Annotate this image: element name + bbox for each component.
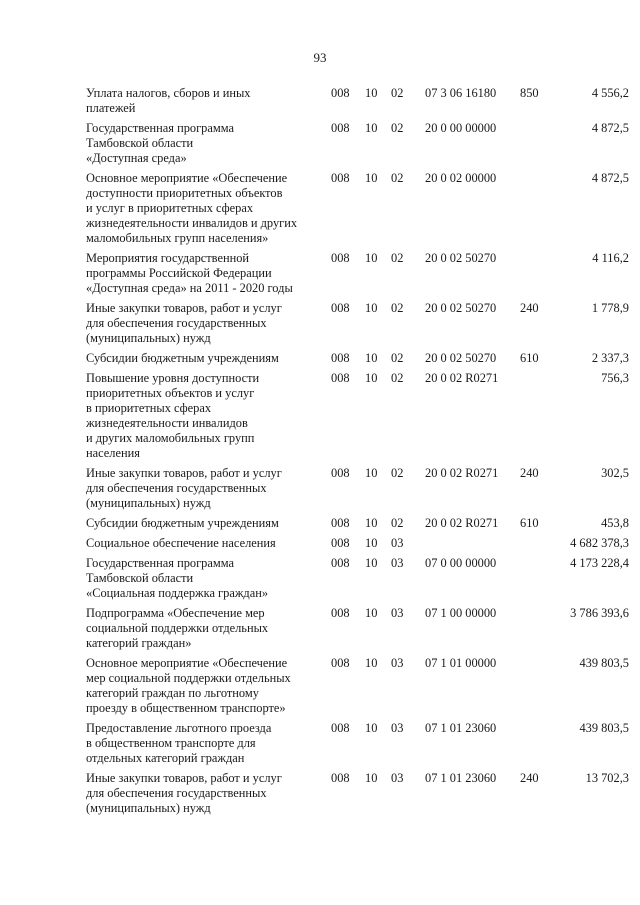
row-name xyxy=(86,121,331,171)
table-row xyxy=(86,556,629,606)
row-name-line: социальной поддержки отдельных xyxy=(86,621,269,635)
row-ved-code: 008 xyxy=(331,656,350,670)
row-name-line: жизнедеятельности инвалидов xyxy=(86,416,248,430)
row-section-code: 10 xyxy=(365,656,378,670)
row-ved-code: 008 xyxy=(331,351,350,365)
row-expense-type-code xyxy=(520,721,549,771)
row-name xyxy=(86,606,331,656)
row-amount: 439 803,5 xyxy=(579,721,629,735)
row-section-code: 10 xyxy=(365,371,378,385)
row-ved-code: 008 xyxy=(331,536,350,550)
table-row xyxy=(86,656,629,721)
row-name-line: Предоставление льготного проезда xyxy=(86,721,272,735)
row-section-code: 10 xyxy=(365,466,378,480)
row-amount: 453,8 xyxy=(601,516,629,530)
row-section-code: 10 xyxy=(365,771,378,785)
row-subsection-code: 02 xyxy=(391,351,404,365)
row-name-line: Иные закупки товаров, работ и услуг xyxy=(86,771,282,785)
row-section-code: 10 xyxy=(365,251,378,265)
table-row xyxy=(86,606,629,656)
row-subsection-code: 03 xyxy=(391,721,404,735)
row-section-code: 10 xyxy=(365,516,378,530)
row-name xyxy=(86,466,331,516)
row-expense-type-code: 610 xyxy=(520,351,539,365)
row-ved-code: 008 xyxy=(331,771,350,785)
row-expense-type-code xyxy=(520,251,549,301)
row-amount: 756,3 xyxy=(601,371,629,385)
row-ved-code: 008 xyxy=(331,251,350,265)
row-amount: 439 803,5 xyxy=(579,656,629,670)
row-section-code: 10 xyxy=(365,301,378,315)
row-name-line: Уплата налогов, сборов и иных xyxy=(86,86,251,100)
row-name-line: Основное мероприятие «Обеспечение xyxy=(86,171,288,185)
row-name xyxy=(86,301,331,351)
row-ved-code: 008 xyxy=(331,121,350,135)
row-target-article-code: 07 1 01 23060 xyxy=(425,771,497,785)
row-name-line: категорий граждан» xyxy=(86,636,192,650)
row-name-line: Тамбовской области xyxy=(86,136,194,150)
row-expense-type-code: 240 xyxy=(520,301,539,315)
row-expense-type-code xyxy=(520,556,549,606)
row-section-code: 10 xyxy=(365,86,378,100)
row-name-line: проезду в общественном транспорте» xyxy=(86,701,286,715)
row-name xyxy=(86,656,331,721)
budget-table-body xyxy=(86,86,629,821)
row-name xyxy=(86,351,331,371)
row-target-article-code: 07 1 00 00000 xyxy=(425,606,497,620)
row-expense-type-code xyxy=(520,371,549,466)
row-name-line: «Доступная среда» на 2011 - 2020 годы xyxy=(86,281,293,295)
row-name-line: отдельных категорий граждан xyxy=(86,751,245,765)
row-name-line: (муниципальных) нужд xyxy=(86,496,211,510)
row-target-article-code: 20 0 02 R0271 xyxy=(425,371,499,385)
table-row xyxy=(86,516,629,536)
row-amount: 4 872,5 xyxy=(591,121,629,135)
row-name-line: Государственная программа xyxy=(86,121,234,135)
row-target-article-code: 07 0 00 00000 xyxy=(425,556,497,570)
row-amount: 302,5 xyxy=(601,466,629,480)
row-target-article-code: 20 0 02 50270 xyxy=(425,351,497,365)
row-name-line: (муниципальных) нужд xyxy=(86,801,211,815)
row-name-line: маломобильных групп населения» xyxy=(86,231,269,245)
row-name xyxy=(86,771,331,821)
row-subsection-code: 03 xyxy=(391,771,404,785)
table-row xyxy=(86,371,629,466)
row-subsection-code: 03 xyxy=(391,656,404,670)
row-name-line: Государственная программа xyxy=(86,556,234,570)
row-ved-code: 008 xyxy=(331,466,350,480)
table-row xyxy=(86,536,629,556)
row-section-code: 10 xyxy=(365,351,378,365)
row-subsection-code: 02 xyxy=(391,301,404,315)
row-name-line: населения xyxy=(86,446,140,460)
row-expense-type-code xyxy=(520,171,549,251)
row-section-code: 10 xyxy=(365,606,378,620)
row-name-line: в общественном транспорте для xyxy=(86,736,256,750)
row-name xyxy=(86,556,331,606)
row-target-article-code: 20 0 02 00000 xyxy=(425,171,497,185)
row-name-line: и других маломобильных групп xyxy=(86,431,255,445)
row-section-code: 10 xyxy=(365,721,378,735)
row-section-code: 10 xyxy=(365,121,378,135)
row-target-article-code: 20 0 00 00000 xyxy=(425,121,497,135)
row-amount: 4 116,2 xyxy=(592,251,629,265)
row-subsection-code: 02 xyxy=(391,121,404,135)
row-subsection-code: 02 xyxy=(391,171,404,185)
row-amount: 4 556,2 xyxy=(591,86,629,100)
table-row xyxy=(86,86,629,121)
page-number: 93 xyxy=(313,50,327,65)
row-subsection-code: 03 xyxy=(391,606,404,620)
row-name-line: жизнедеятельности инвалидов и других xyxy=(86,216,298,230)
row-expense-type-code xyxy=(520,536,549,556)
row-amount: 4 682 378,3 xyxy=(570,536,629,550)
row-ved-code: 008 xyxy=(331,301,350,315)
row-amount: 1 778,9 xyxy=(591,301,629,315)
row-ved-code: 008 xyxy=(331,516,350,530)
row-name-line: для обеспечения государственных xyxy=(86,316,267,330)
row-expense-type-code: 850 xyxy=(520,86,539,100)
row-name-line: «Социальная поддержка граждан» xyxy=(86,586,269,600)
table-row xyxy=(86,121,629,171)
table-row xyxy=(86,251,629,301)
row-name-line: Основное мероприятие «Обеспечение xyxy=(86,656,288,670)
row-name-line: Субсидии бюджетным учреждениям xyxy=(86,516,279,530)
row-subsection-code: 03 xyxy=(391,536,404,550)
row-name-line: (муниципальных) нужд xyxy=(86,331,211,345)
row-ved-code: 008 xyxy=(331,171,350,185)
row-name-line: Иные закупки товаров, работ и услуг xyxy=(86,466,282,480)
row-name-line: Подпрограмма «Обеспечение мер xyxy=(86,606,265,620)
row-name-line: в приоритетных сферах xyxy=(86,401,212,415)
row-expense-type-code: 240 xyxy=(520,466,539,480)
row-name-line: Мероприятия государственной xyxy=(86,251,250,265)
row-target-article-code: 07 1 01 00000 xyxy=(425,656,497,670)
table-row xyxy=(86,351,629,371)
row-amount: 3 786 393,6 xyxy=(570,606,629,620)
row-ved-code: 008 xyxy=(331,556,350,570)
row-target-article-code: 20 0 02 50270 xyxy=(425,251,497,265)
row-subsection-code: 02 xyxy=(391,466,404,480)
table-row xyxy=(86,466,629,516)
row-target-article-code: 20 0 02 R0271 xyxy=(425,466,499,480)
row-name-line: Иные закупки товаров, работ и услуг xyxy=(86,301,282,315)
row-name-line: мер социальной поддержки отдельных xyxy=(86,671,291,685)
row-name-line: для обеспечения государственных xyxy=(86,786,267,800)
row-ved-code: 008 xyxy=(331,86,350,100)
row-name xyxy=(86,721,331,771)
table-row xyxy=(86,171,629,251)
row-target-article-code: 07 1 01 23060 xyxy=(425,721,497,735)
row-target-article-code: 07 3 06 16180 xyxy=(425,86,497,100)
row-name-line: и услуг в приоритетных сферах xyxy=(86,201,254,215)
row-expense-type-code xyxy=(520,606,549,656)
table-row xyxy=(86,771,629,821)
row-amount: 13 702,3 xyxy=(585,771,629,785)
row-name-line: Тамбовской области xyxy=(86,571,194,585)
row-name-line: платежей xyxy=(86,101,136,115)
row-name-line: приоритетных объектов и услуг xyxy=(86,386,255,400)
row-name-line: доступности приоритетных объектов xyxy=(86,186,283,200)
row-target-article-code xyxy=(425,536,520,556)
row-name-line: программы Российской Федерации xyxy=(86,266,272,280)
row-name xyxy=(86,171,331,251)
row-target-article-code: 20 0 02 50270 xyxy=(425,301,497,315)
row-section-code: 10 xyxy=(365,556,378,570)
row-section-code: 10 xyxy=(365,171,378,185)
row-expense-type-code xyxy=(520,656,549,721)
row-amount: 4 872,5 xyxy=(591,171,629,185)
row-name-line: Социальное обеспечение населения xyxy=(86,536,276,550)
row-name xyxy=(86,536,331,556)
row-expense-type-code: 240 xyxy=(520,771,539,785)
row-subsection-code: 02 xyxy=(391,516,404,530)
row-name-line: «Доступная среда» xyxy=(86,151,187,165)
budget-table xyxy=(86,86,629,821)
row-subsection-code: 02 xyxy=(391,86,404,100)
row-ved-code: 008 xyxy=(331,606,350,620)
table-row xyxy=(86,721,629,771)
row-name xyxy=(86,371,331,466)
row-subsection-code: 02 xyxy=(391,371,404,385)
row-name-line: Субсидии бюджетным учреждениям xyxy=(86,351,279,365)
row-section-code: 10 xyxy=(365,536,378,550)
row-expense-type-code: 610 xyxy=(520,516,539,530)
row-amount: 2 337,3 xyxy=(591,351,629,365)
row-name xyxy=(86,251,331,301)
row-name xyxy=(86,516,331,536)
table-row xyxy=(86,301,629,351)
row-name-line: Повышение уровня доступности xyxy=(86,371,260,385)
row-subsection-code: 03 xyxy=(391,556,404,570)
row-ved-code: 008 xyxy=(331,371,350,385)
row-name-line: категорий граждан по льготному xyxy=(86,686,259,700)
row-amount: 4 173 228,4 xyxy=(570,556,629,570)
row-name-line: для обеспечения государственных xyxy=(86,481,267,495)
row-ved-code: 008 xyxy=(331,721,350,735)
row-expense-type-code xyxy=(520,121,549,171)
row-subsection-code: 02 xyxy=(391,251,404,265)
row-target-article-code: 20 0 02 R0271 xyxy=(425,516,499,530)
row-name xyxy=(86,86,331,121)
